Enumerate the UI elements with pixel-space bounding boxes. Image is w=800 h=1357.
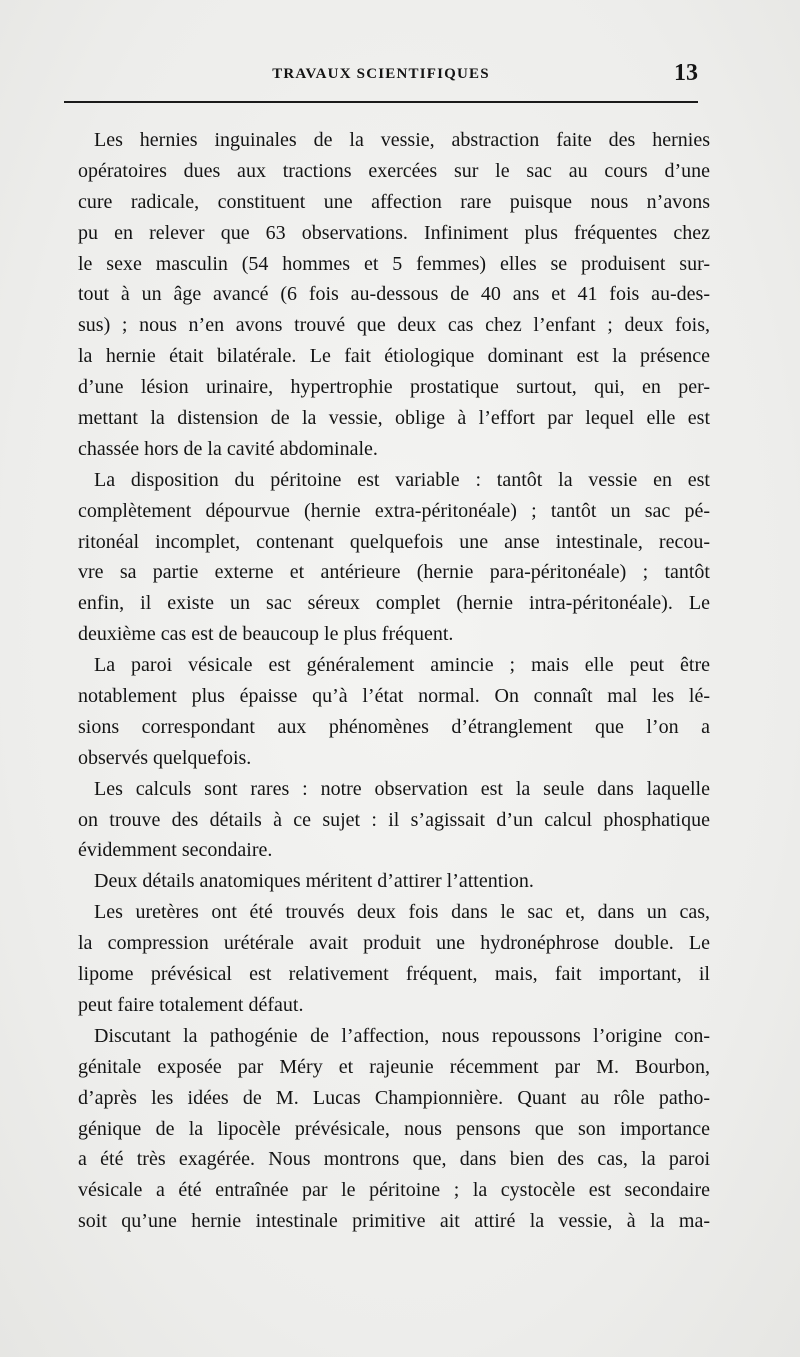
text-line: vésicale a été entraînée par le péritoine ; la cystocèle est secondaire	[78, 1179, 710, 1202]
text-line: observés quelquefois.	[78, 746, 252, 769]
paragraph	[78, 125, 710, 465]
text-line: sus) ; nous n’en avons trouvé que deux cas chez l’enfant ; deux fois,	[78, 314, 710, 337]
page-header	[64, 60, 698, 90]
text-line: le sexe masculin (54 hommes et 5 femmes) elles se produisent sur-	[78, 252, 710, 275]
text-line: La disposition du péritoine est variable : tantôt la vessie en est	[94, 468, 710, 491]
text-line: mettant la distension de la vessie, oblige à l’effort par lequel elle est	[78, 407, 710, 430]
paragraph	[78, 650, 710, 774]
text-line: la hernie était bilatérale. Le fait étiologique dominant est la présence	[78, 345, 710, 368]
paragraph	[78, 774, 710, 867]
text-line: ritonéal incomplet, contenant quelquefois une anse intestinale, recou-	[78, 530, 710, 553]
page-number: 13	[674, 60, 698, 86]
text-line: tout à un âge avancé (6 fois au-dessous de 40 ans et 41 fois au-des-	[78, 283, 710, 306]
text-line: vre sa partie externe et antérieure (hernie para-péritonéale) ; tantôt	[78, 561, 710, 584]
header-rule	[64, 101, 698, 103]
text-line: complètement dépourvue (hernie extra-péritonéale) ; tantôt un sac pé-	[78, 499, 710, 522]
body-text	[78, 125, 710, 1237]
text-line: soit qu’une hernie intestinale primitive ait attiré la vessie, à la ma-	[78, 1210, 710, 1233]
paragraph	[78, 897, 710, 1021]
text-line: Les calculs sont rares : notre observation est la seule dans laquelle	[94, 777, 710, 800]
text-line: peut faire totalement défaut.	[78, 993, 304, 1016]
paragraph	[78, 465, 710, 650]
text-line: pu en relever que 63 observations. Infiniment plus fréquentes chez	[78, 221, 710, 244]
text-line: génitale exposée par Méry et rajeunie récemment par M. Bourbon,	[78, 1055, 710, 1078]
text-line: on trouve des détails à ce sujet : il s’agissait d’un calcul phosphatique	[78, 808, 710, 831]
running-title: TRAVAUX SCIENTIFIQUES	[272, 66, 490, 82]
text-line: d’une lésion urinaire, hypertrophie prostatique surtout, qui, en per-	[78, 376, 710, 399]
text-line: opératoires dues aux tractions exercées sur le sac au cours d’une	[78, 159, 710, 182]
text-line: Les hernies inguinales de la vessie, abstraction faite des hernies	[94, 129, 710, 151]
text-line: évidemment secondaire.	[78, 839, 273, 862]
text-line: chassée hors de la cavité abdominale.	[78, 437, 378, 460]
text-line: Deux détails anatomiques méritent d’attirer l’attention.	[94, 870, 534, 893]
text-line: lipome prévésical est relativement fréquent, mais, fait important, il	[78, 963, 710, 986]
text-line: Les uretères ont été trouvés deux fois dans le sac et, dans un cas,	[94, 901, 710, 924]
text-line: a été très exagérée. Nous montrons que, dans bien des cas, la paroi	[78, 1148, 710, 1171]
text-line: Discutant la pathogénie de l’affection, nous repoussons l’origine con-	[94, 1024, 710, 1047]
text-line: deuxième cas est de beaucoup le plus fréquent.	[78, 623, 454, 646]
paragraph	[78, 866, 710, 897]
text-line: notablement plus épaisse qu’à l’état normal. On connaît mal les lé-	[78, 685, 710, 708]
text-line: génique de la lipocèle prévésicale, nous pensons que son importance	[78, 1117, 710, 1140]
text-line: sions correspondant aux phénomènes d’étranglement que l’on a	[78, 715, 710, 738]
text-line: d’après les idées de M. Lucas Championnière. Quant au rôle patho-	[78, 1086, 710, 1109]
text-line: La paroi vésicale est généralement amincie ; mais elle peut être	[94, 654, 710, 677]
text-line: enfin, il existe un sac séreux complet (hernie intra-péritonéale). Le	[78, 592, 710, 615]
text-line: la compression urétérale avait produit une hydronéphrose double. Le	[78, 932, 710, 955]
paragraph	[78, 1021, 710, 1237]
text-line: cure radicale, constituent une affection rare puisque nous n’avons	[78, 190, 710, 213]
